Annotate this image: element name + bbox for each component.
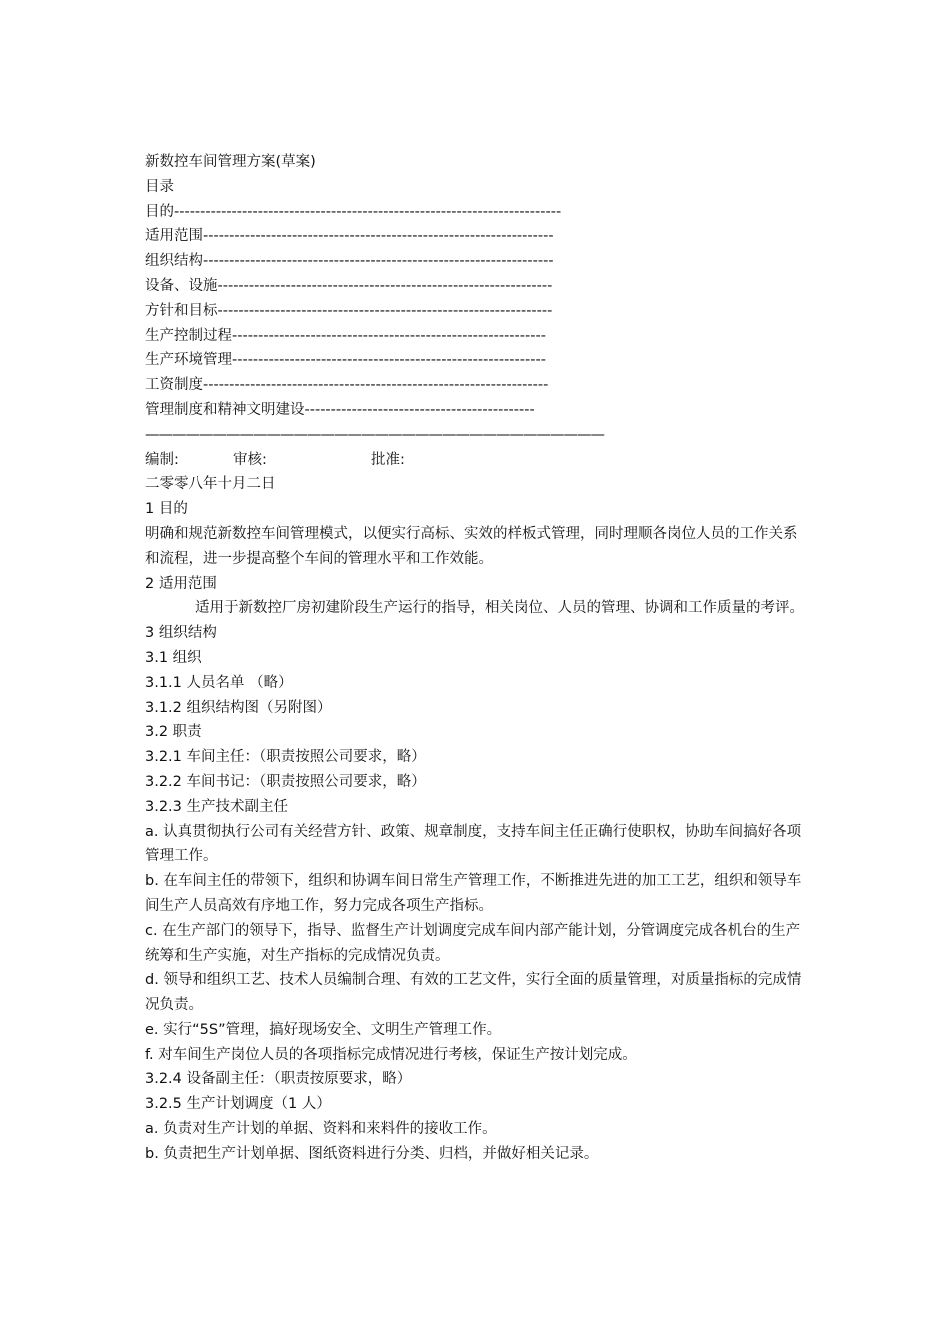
toc-item: 适用范围------------------------------------------------------------------- (145, 228, 554, 245)
document-title: 新数控车间管理方案(草案) (145, 154, 316, 170)
body-paragraph: b. 在车间主任的带领下，组织和协调车间日常生产管理工作，不断推进先进的加工工艺，组织和领导车间生产人员高效有序地工作，努力完成各项生产指标。 (145, 873, 802, 914)
body-paragraph: b. 负责把生产计划单据、图纸资料进行分类、归档，并做好相关记录。 (145, 1145, 599, 1162)
signature-row (145, 448, 810, 473)
table-of-contents (145, 200, 810, 423)
body-paragraph: e. 实行“5S”管理，搞好现场安全、文明生产管理工作。 (145, 1021, 502, 1038)
body-paragraph: 3.1 组织 (145, 649, 202, 666)
reviewed-by-label: 审核: (233, 451, 267, 468)
body-paragraph: 明确和规范新数控车间管理模式，以便实行高标、实效的样板式管理，同时理顺各岗位人员的工作关系和流程，进一步提高整个车间的管理水平和工作效能。 (145, 525, 798, 567)
body-paragraph: f. 对车间生产岗位人员的各项指标完成情况进行考核，保证生产按计划完成。 (145, 1046, 637, 1063)
body-paragraph: 2 适用范围 (145, 575, 217, 592)
body-paragraph: 3.2.3 生产技术副主任 (145, 798, 289, 815)
toc-item: 生产控制过程------------------------------------------------------------ (145, 327, 546, 344)
body-paragraph: d. 领导和组织工艺、技术人员编制合理、有效的工艺文件，实行全面的质量管理，对质量指标的完成情况负责。 (145, 972, 802, 1014)
body-paragraph: 适用于新数控厂房初建阶段生产运行的指导，相关岗位、人员的管理、协调和工作质量的考评。 (195, 600, 804, 617)
body-paragraph: c. 在生产部门的领导下，指导、监督生产计划调度完成车间内部产能计划，分管调度完成各机台的生产统筹和生产实施，对生产指标的完成情况负责。 (145, 922, 801, 964)
toc-item: 工资制度------------------------------------------------------------------ (145, 377, 549, 394)
toc-item: 生产环境管理------------------------------------------------------------ (145, 352, 546, 369)
body-paragraph: 3.2.1 车间主任：（职责按照公司要求，略） (145, 749, 426, 766)
toc-item: 设备、设施---------------------------------------------------------------- (145, 277, 553, 294)
toc-heading: 目录 (145, 178, 174, 195)
body-paragraph: 3.2.4 设备副主任：（职责按原要求，略） (145, 1071, 412, 1088)
compiled-by-label: 编制: (145, 451, 179, 468)
body-paragraph: 1 目的 (145, 501, 188, 518)
toc-item: 管理制度和精神文明建设-------------------------------------------- (145, 401, 535, 418)
body-paragraph: 3.1.1 人员名单 （略） (145, 674, 293, 691)
body-paragraph: 3.2.5 生产计划调度（1 人） (145, 1096, 331, 1113)
body-paragraph: 3 组织结构 (145, 625, 217, 642)
document-page (145, 150, 810, 1167)
body-paragraph: 3.1.2 组织结构图（另附图） (145, 699, 332, 716)
body-paragraph: 3.2 职责 (145, 724, 202, 741)
body-paragraph: 3.2.2 车间书记：（职责按照公司要求，略） (145, 773, 426, 790)
document-date: 二零零八年十月二日 (145, 476, 276, 493)
document-body (145, 497, 810, 1167)
toc-item: 目的-------------------------------------------------------------------------- (145, 203, 562, 220)
toc-item: 组织结构------------------------------------------------------------------- (145, 253, 554, 270)
toc-item: 方针和目标---------------------------------------------------------------- (145, 302, 553, 319)
approved-by-label: 批准: (371, 451, 405, 468)
horizontal-rule: —————————————————————————————————— (145, 426, 604, 443)
body-paragraph: a. 认真贯彻执行公司有关经营方针、政策、规章制度，支持车间主任正确行使职权，协助车间搞好各项管理工作。 (145, 823, 802, 865)
body-paragraph: a. 负责对生产计划的单据、资料和来料件的接收工作。 (145, 1121, 497, 1138)
